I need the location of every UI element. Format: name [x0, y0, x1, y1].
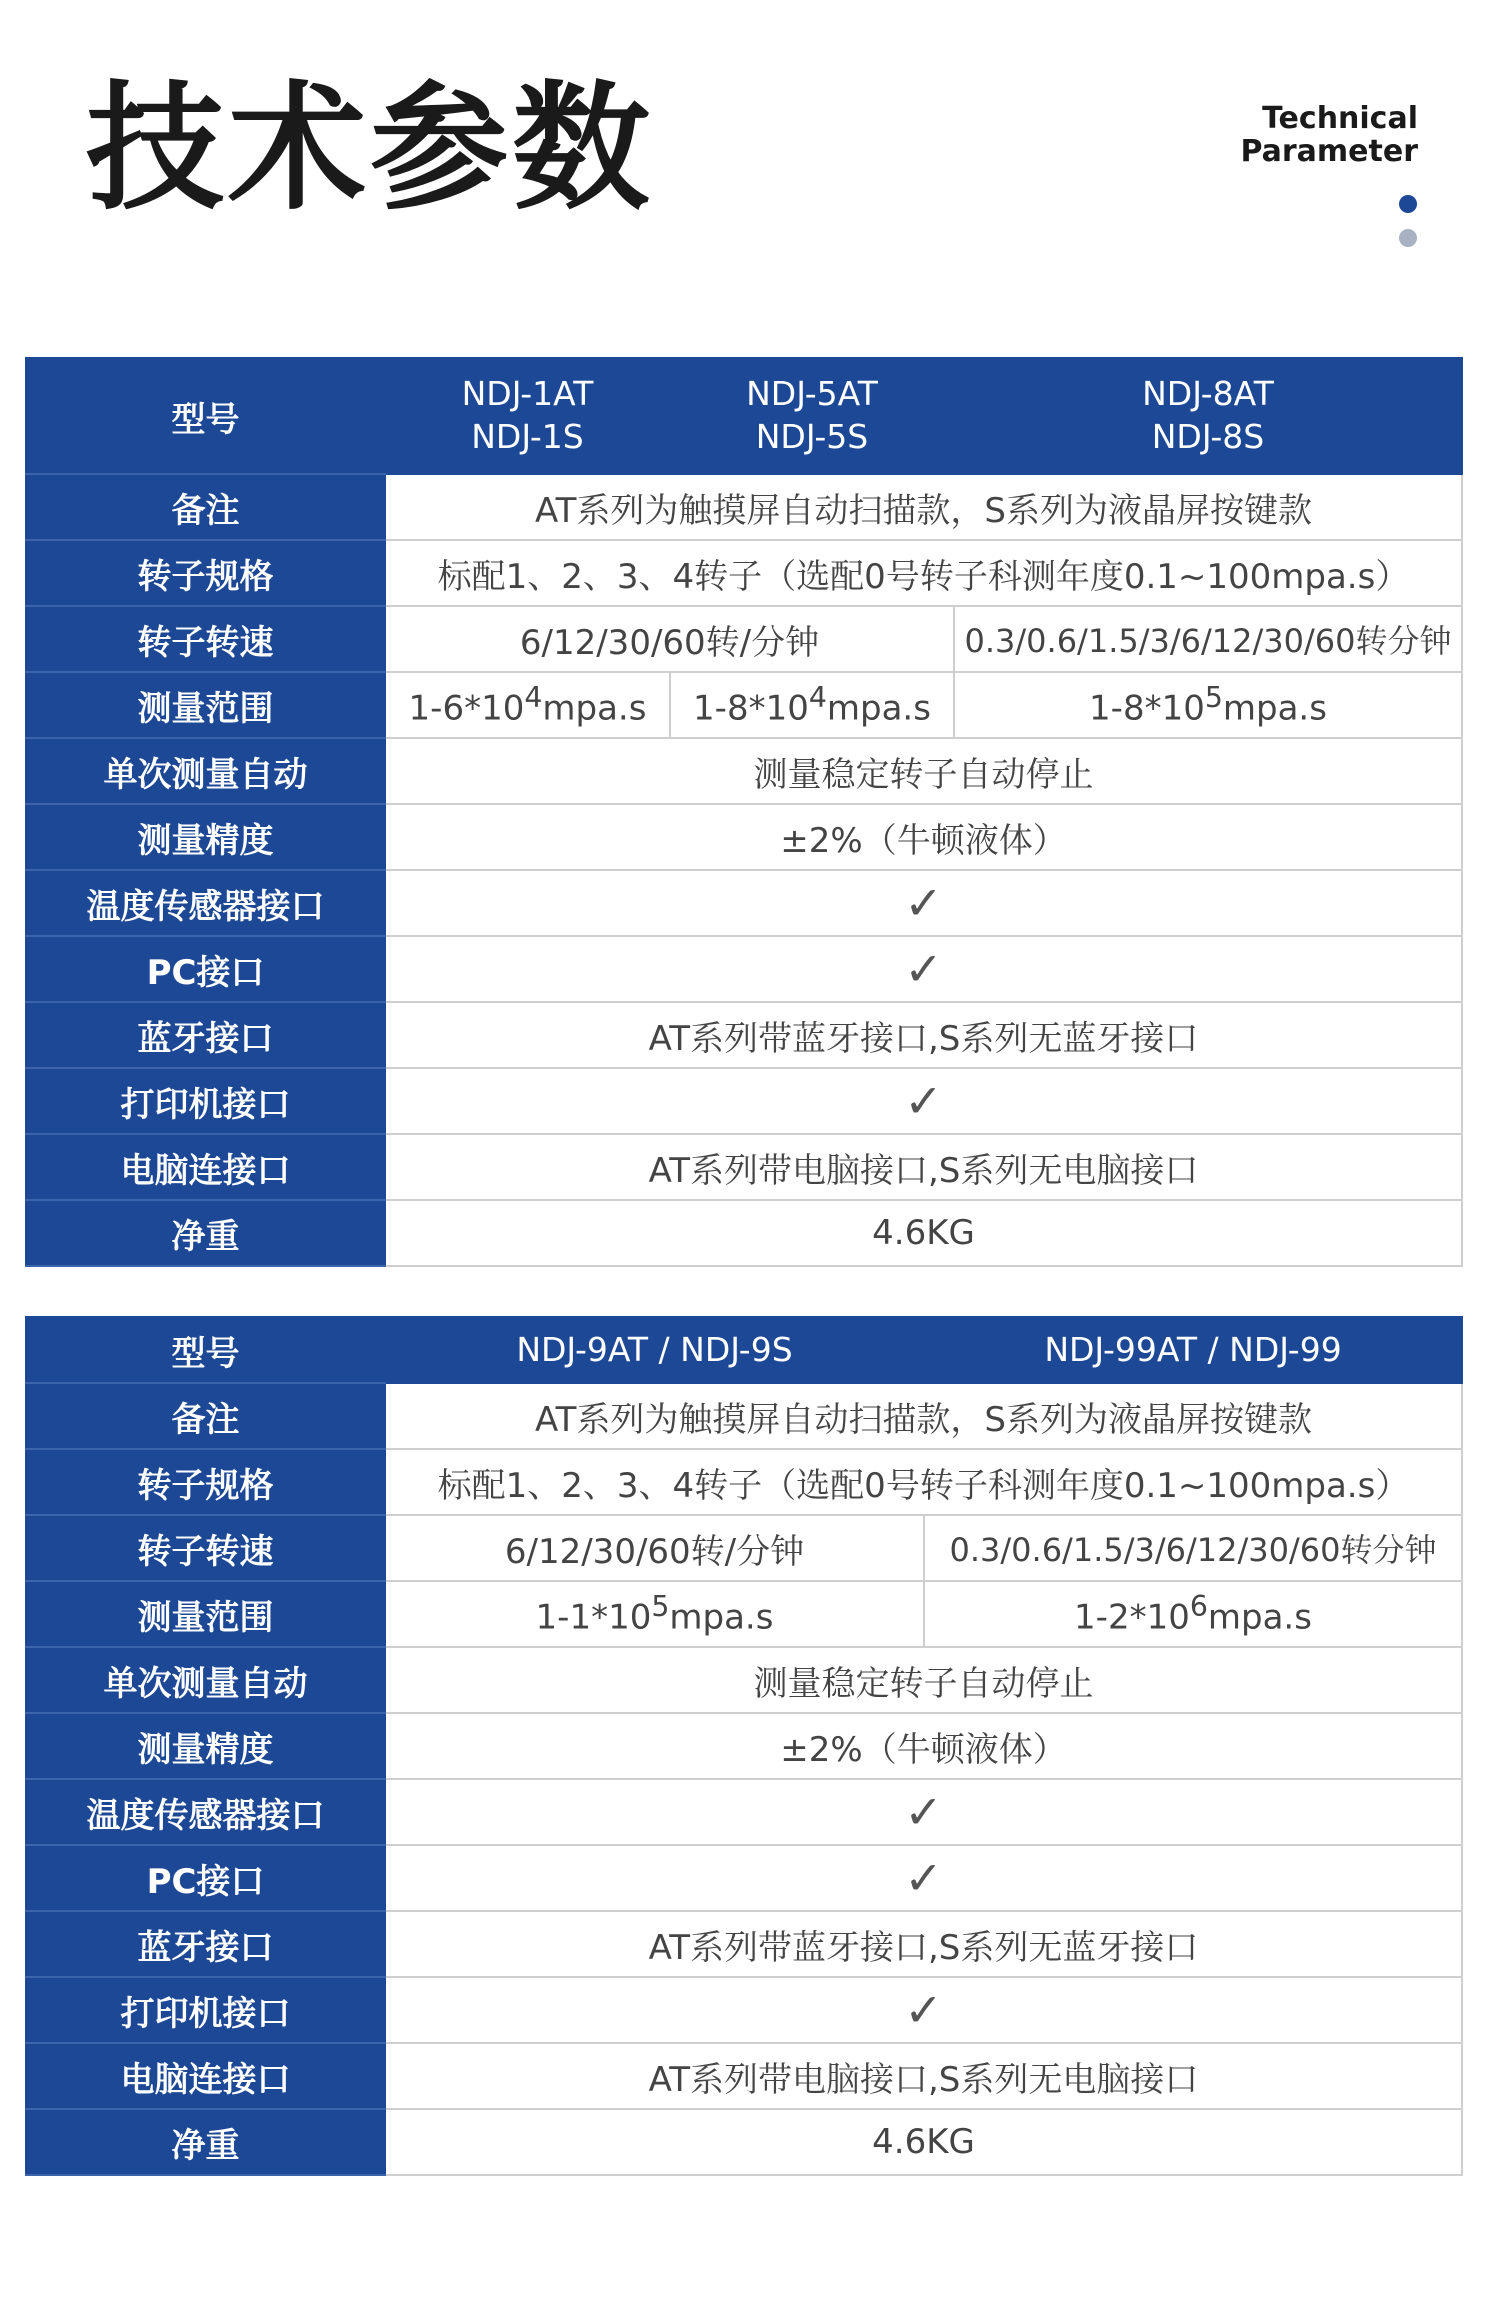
range-value-2: [924, 1581, 1462, 1647]
table-row: [26, 1068, 1462, 1134]
table-row: [26, 672, 1462, 738]
model-cell-1: [385, 358, 670, 474]
range-unit: mpa.s: [1207, 1597, 1312, 1638]
table-row: [26, 1779, 1462, 1845]
table-row: [26, 1200, 1462, 1266]
bluetooth-value: AT系列带蓝牙接口,S系列无蓝牙接口: [385, 1911, 1462, 1977]
range-exponent: 4: [524, 681, 543, 715]
range-base: 1-8*10: [1089, 688, 1205, 729]
range-base: 1-6*10: [408, 688, 525, 729]
rotor-value: 标配1、2、3、4转子（选配0号转子科测年度0.1~100mpa.s）: [385, 540, 1462, 606]
range-exponent: 5: [1204, 681, 1223, 715]
row-label-accuracy: 测量精度: [26, 804, 385, 870]
temp-value: [385, 870, 1462, 936]
check-icon: ✓: [904, 1851, 943, 1905]
check-icon: ✓: [904, 876, 943, 930]
check-icon: ✓: [904, 1074, 943, 1128]
range-value-2: [670, 672, 954, 738]
range-unit: mpa.s: [1222, 688, 1327, 729]
range-exponent: 6: [1189, 1590, 1208, 1624]
row-label-range: 测量范围: [26, 1581, 385, 1647]
row-label-pc: PC接口: [26, 1845, 385, 1911]
bluetooth-value: AT系列带蓝牙接口,S系列无蓝牙接口: [385, 1002, 1462, 1068]
range-exponent: 5: [651, 1590, 670, 1624]
table-row: [26, 2109, 1462, 2175]
row-label-temp: 温度传感器接口: [26, 1779, 385, 1845]
model-cell-2: [670, 358, 954, 474]
model-name: NDJ-5AT: [746, 374, 878, 414]
subtitle-line-1: Technical: [1262, 101, 1418, 136]
subtitle-line-2: Parameter: [1240, 134, 1418, 169]
auto-value: 测量稳定转子自动停止: [385, 1647, 1462, 1713]
dot-active-icon: [1399, 195, 1417, 213]
computer-value: AT系列带电脑接口,S系列无电脑接口: [385, 1134, 1462, 1200]
check-icon: ✓: [904, 1983, 943, 2037]
table-row: [26, 2043, 1462, 2109]
model-cell-2: NDJ-99AT / NDJ-99: [924, 1317, 1462, 1383]
table-row: [26, 1713, 1462, 1779]
table-row: [26, 540, 1462, 606]
computer-value: AT系列带电脑接口,S系列无电脑接口: [385, 2043, 1462, 2109]
table-row: [26, 1134, 1462, 1200]
auto-value: 测量稳定转子自动停止: [385, 738, 1462, 804]
speed-value-a: 6/12/30/60转/分钟: [385, 1515, 924, 1581]
range-base: 1-2*10: [1074, 1597, 1190, 1638]
range-unit: mpa.s: [669, 1597, 774, 1638]
row-label-accuracy: 测量精度: [26, 1713, 385, 1779]
table-row: [26, 1845, 1462, 1911]
row-label-bluetooth: 蓝牙接口: [26, 1911, 385, 1977]
table-row: [26, 1581, 1462, 1647]
row-label-note: 备注: [26, 1383, 385, 1449]
range-base: 1-8*10: [693, 688, 809, 729]
speed-value-b: 0.3/0.6/1.5/3/6/12/30/60转分钟: [924, 1515, 1462, 1581]
row-label-bluetooth: 蓝牙接口: [26, 1002, 385, 1068]
page-title: 技术参数: [86, 68, 655, 229]
table-row: [26, 1977, 1462, 2043]
spec-table-1: [25, 357, 1463, 1267]
note-value: AT系列为触摸屏自动扫描款，S系列为液晶屏按键款: [385, 474, 1462, 540]
model-cell-3: [954, 358, 1462, 474]
row-label-speed: 转子转速: [26, 1515, 385, 1581]
dot-inactive-icon: [1399, 229, 1417, 247]
model-name: NDJ-1S: [471, 417, 584, 456]
row-label-rotor: 转子规格: [26, 1449, 385, 1515]
table-row: [26, 1383, 1462, 1449]
range-exponent: 4: [808, 681, 827, 715]
table-row: [26, 804, 1462, 870]
table-row: [26, 474, 1462, 540]
pc-value: [385, 936, 1462, 1002]
model-name: NDJ-8S: [1151, 417, 1265, 456]
check-icon: ✓: [904, 1785, 943, 1839]
accuracy-value: ±2%（牛顿液体）: [385, 804, 1462, 870]
table-row: [26, 738, 1462, 804]
row-label-speed: 转子转速: [26, 606, 385, 672]
table-row: [26, 606, 1462, 672]
row-label-weight: 净重: [26, 1200, 385, 1266]
table-row: [26, 1449, 1462, 1515]
row-label-note: 备注: [26, 474, 385, 540]
table-row: [26, 1911, 1462, 1977]
row-label-rotor: 转子规格: [26, 540, 385, 606]
note-value: AT系列为触摸屏自动扫描款，S系列为液晶屏按键款: [385, 1383, 1462, 1449]
row-label-model: 型号: [26, 358, 385, 474]
row-label-auto: 单次测量自动: [26, 1647, 385, 1713]
range-base: 1-1*10: [535, 1597, 652, 1638]
table-row: [26, 1317, 1462, 1383]
row-label-pc: PC接口: [26, 936, 385, 1002]
weight-value: 4.6KG: [385, 2109, 1462, 2175]
row-label-computer: 电脑连接口: [26, 2043, 385, 2109]
temp-value: [385, 1779, 1462, 1845]
spec-table-2: [25, 1316, 1463, 2176]
speed-value-b: 0.3/0.6/1.5/3/6/12/30/60转分钟: [954, 606, 1462, 672]
speed-value-a: 6/12/30/60转/分钟: [385, 606, 954, 672]
table-row: [26, 358, 1462, 474]
pc-value: [385, 1845, 1462, 1911]
range-value-1: [385, 672, 670, 738]
row-label-printer: 打印机接口: [26, 1977, 385, 2043]
model-name: NDJ-5S: [755, 417, 869, 456]
table-row: [26, 1002, 1462, 1068]
range-value-3: [954, 672, 1462, 738]
row-label-printer: 打印机接口: [26, 1068, 385, 1134]
weight-value: 4.6KG: [385, 1200, 1462, 1266]
range-unit: mpa.s: [542, 688, 647, 729]
accuracy-value: ±2%（牛顿液体）: [385, 1713, 1462, 1779]
table-row: [26, 1515, 1462, 1581]
check-icon: ✓: [904, 942, 943, 996]
printer-value: [385, 1977, 1462, 2043]
row-label-computer: 电脑连接口: [26, 1134, 385, 1200]
model-cell-1: NDJ-9AT / NDJ-9S: [385, 1317, 924, 1383]
row-label-auto: 单次测量自动: [26, 738, 385, 804]
range-unit: mpa.s: [826, 688, 931, 729]
row-label-range: 测量范围: [26, 672, 385, 738]
range-value-1: [385, 1581, 924, 1647]
row-label-weight: 净重: [26, 2109, 385, 2175]
table-row: [26, 1647, 1462, 1713]
row-label-model: 型号: [26, 1317, 385, 1383]
page-subtitle: [1240, 102, 1418, 168]
table-row: [26, 936, 1462, 1002]
table-row: [26, 870, 1462, 936]
row-label-temp: 温度传感器接口: [26, 870, 385, 936]
printer-value: [385, 1068, 1462, 1134]
model-name: NDJ-8AT: [1142, 374, 1274, 414]
rotor-value: 标配1、2、3、4转子（选配0号转子科测年度0.1~100mpa.s）: [385, 1449, 1462, 1515]
model-name: NDJ-1AT: [461, 374, 594, 414]
